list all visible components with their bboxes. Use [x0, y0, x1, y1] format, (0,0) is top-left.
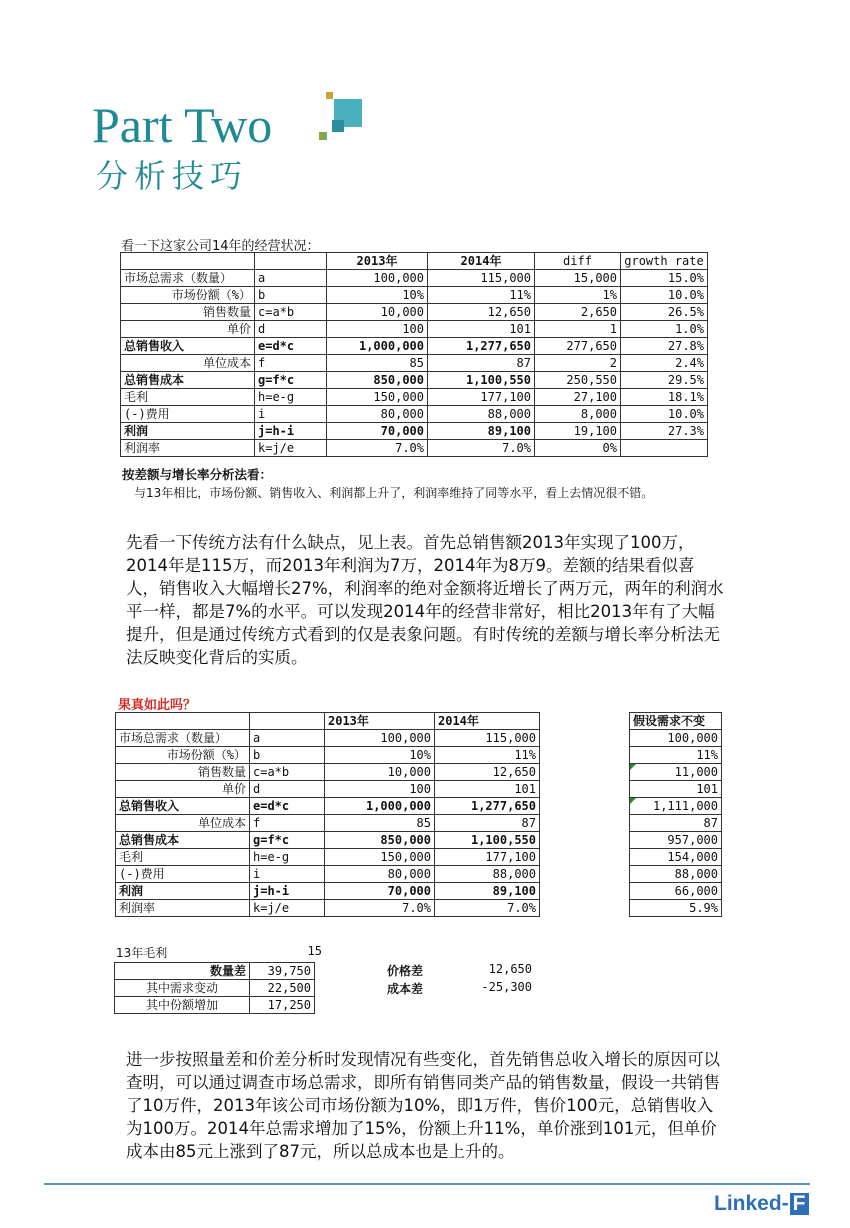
table-cell: d	[255, 321, 327, 338]
table-cell: 100	[325, 781, 435, 798]
table-cell: c=a*b	[255, 304, 327, 321]
table-row	[116, 798, 540, 815]
table-row	[121, 406, 708, 423]
table-cell: 15.0%	[621, 270, 708, 287]
summary-value-13: 15	[307, 944, 322, 958]
table-cell: 70,000	[327, 423, 428, 440]
table2-header-cell: 2014年	[435, 713, 540, 730]
side-header-row	[630, 713, 722, 730]
table-cell: 22,500	[250, 980, 315, 997]
cell-comment-marker	[630, 764, 636, 770]
table2-header-cell: 2013年	[325, 713, 435, 730]
table-cell: 100,000	[327, 270, 428, 287]
square-green	[319, 132, 327, 140]
table-cell: 2.4%	[621, 355, 708, 372]
table-cell: f	[250, 815, 325, 832]
table2-header-cell	[250, 713, 325, 730]
table-cell: (-)费用	[121, 406, 255, 423]
table-cell: 18.1%	[621, 389, 708, 406]
table-cell: b	[255, 287, 327, 304]
table-cell: 2,650	[535, 304, 621, 321]
table-cell: 5.9%	[630, 900, 722, 917]
table-cell: 101	[435, 781, 540, 798]
table-row	[121, 338, 708, 355]
table-cell: j=h-i	[250, 883, 325, 900]
table-cell: 1,000,000	[327, 338, 428, 355]
table-cell: e=d*c	[255, 338, 327, 355]
table-cell: 101	[630, 781, 722, 798]
table-cell: d	[250, 781, 325, 798]
table-row	[115, 997, 315, 1014]
table-cell: 销售数量	[121, 304, 255, 321]
table-cell: 115,000	[435, 730, 540, 747]
table-cell: c=a*b	[250, 764, 325, 781]
table-cell: 85	[327, 355, 428, 372]
table-cell: 85	[325, 815, 435, 832]
table-row	[630, 781, 722, 798]
table-cell: 8,000	[535, 406, 621, 423]
table-cell: 0%	[535, 440, 621, 457]
table-cell: (-)费用	[116, 866, 250, 883]
table-cell: 7.0%	[327, 440, 428, 457]
table-row	[115, 980, 315, 997]
table-row	[121, 440, 708, 457]
table2-header-cell	[116, 713, 250, 730]
table-cell: 总销售成本	[116, 832, 250, 849]
table-cell: 市场总需求（数量）	[116, 730, 250, 747]
table-cell: 87	[428, 355, 535, 372]
table-cell: 39,750	[250, 963, 315, 980]
paragraph-traditional-method: 先看一下传统方法有什么缺点，见上表。首先总销售额2013年实现了100万，2014年是115万，而2013年利润为7万，2014年为8万9。差额的结果看似喜人，销售收入大幅增长27%，利润率的绝对金额将近增长了两万元，两年的利润水平一样，都是7%的水平。可以发现2014年的经营非常好，相比2013年有了大幅提升，但是通过传统方式看到的仅是表象问题。有时传统的差额与增长率分析法无法反映变化背后的实质。	[126, 533, 724, 667]
table-row	[116, 747, 540, 764]
table-cell: 250,550	[535, 372, 621, 389]
table-cell: 150,000	[327, 389, 428, 406]
table-cell: 1.0%	[621, 321, 708, 338]
table-cell: e=d*c	[250, 798, 325, 815]
table1-header-cell	[255, 253, 327, 270]
cost-diff-label: 成本差	[387, 982, 424, 996]
table-row	[121, 355, 708, 372]
table-cell: 12,650	[428, 304, 535, 321]
table-row	[115, 963, 315, 980]
table-cell: 89,100	[435, 883, 540, 900]
table-cell: 100	[327, 321, 428, 338]
table-cell: 88,000	[630, 866, 722, 883]
table-cell: h=e-g	[250, 849, 325, 866]
table-cell: 15,000	[535, 270, 621, 287]
table-cell: b	[250, 747, 325, 764]
table-cell: 利润	[121, 423, 255, 440]
table1	[120, 252, 708, 457]
table-cell: 单位成本	[116, 815, 250, 832]
logo-text: Linked-	[714, 1192, 789, 1215]
table-row	[121, 423, 708, 440]
summary-label-13: 13年毛利	[116, 946, 168, 960]
table-cell: 89,100	[428, 423, 535, 440]
footer-divider	[44, 1183, 810, 1185]
table-row	[116, 781, 540, 798]
table-row	[630, 900, 722, 917]
table-cell: 11%	[630, 747, 722, 764]
table-cell: 7.0%	[325, 900, 435, 917]
table-cell: 毛利	[116, 849, 250, 866]
table-cell: 利润	[116, 883, 250, 900]
table-cell: 1%	[535, 287, 621, 304]
table-cell: 其中需求变动	[115, 980, 250, 997]
table-cell: a	[250, 730, 325, 747]
table-cell: 27.3%	[621, 423, 708, 440]
table-cell: 2	[535, 355, 621, 372]
table-row	[116, 849, 540, 866]
table-cell: 154,000	[630, 849, 722, 866]
linked-f-logo	[714, 1192, 809, 1216]
table2-header-row	[116, 713, 540, 730]
table-row	[630, 815, 722, 832]
table-row	[116, 900, 540, 917]
paragraph-variance-analysis: 进一步按照量差和价差分析时发现情况有些变化，首先销售总收入增长的原因可以查明，可以通过调查市场总需求，即所有销售同类产品的销售数量，假设一共销售了10万件，2013年该公司市场份额为10%，即1万件，售价100元，总销售收入为100万。2014年总需求增加了15%，份额上升11%，单价涨到101元，但单价成本由85元上涨到了87元，所以总成本也是上升的。	[126, 1050, 720, 1161]
table-row	[630, 730, 722, 747]
table-cell: 27,100	[535, 389, 621, 406]
table-row	[121, 270, 708, 287]
table-cell: 总销售收入	[121, 338, 255, 355]
table-cell: 市场总需求（数量）	[121, 270, 255, 287]
table-cell: 10%	[325, 747, 435, 764]
table-cell: 26.5%	[621, 304, 708, 321]
table-row	[116, 883, 540, 900]
table-cell: 总销售收入	[116, 798, 250, 815]
table1-header-cell	[121, 253, 255, 270]
table-cell: 1,111,000	[630, 798, 722, 815]
table-cell: f	[255, 355, 327, 372]
table-cell: 177,100	[435, 849, 540, 866]
table-cell: 1,277,650	[428, 338, 535, 355]
table-cell: 1	[535, 321, 621, 338]
table-cell: 100,000	[325, 730, 435, 747]
table-row	[121, 389, 708, 406]
table-cell: 100,000	[630, 730, 722, 747]
table-cell: 10%	[327, 287, 428, 304]
table1-header-cell: 2014年	[428, 253, 535, 270]
table-cell: k=j/e	[255, 440, 327, 457]
page-title-cn: 分析技巧	[96, 157, 249, 195]
table2-caption: 果真如此吗？	[118, 698, 197, 713]
table-cell: 总销售成本	[121, 372, 255, 389]
table-row	[630, 764, 722, 781]
table-row	[121, 287, 708, 304]
table-row	[116, 866, 540, 883]
table-cell: 88,000	[435, 866, 540, 883]
table-cell: 11%	[428, 287, 535, 304]
table-cell: g=f*c	[250, 832, 325, 849]
table-row	[116, 815, 540, 832]
table-cell: 80,000	[325, 866, 435, 883]
table1-header-cell: 2013年	[327, 253, 428, 270]
square-gold	[326, 92, 333, 99]
table-cell: 80,000	[327, 406, 428, 423]
table-cell: 市场份额（%）	[121, 287, 255, 304]
table1-note: 与13年相比，市场份额、销售收入、利润都上升了，利润率维持了同等水平，看上去情况很不错。	[134, 486, 654, 500]
table-cell: 70,000	[325, 883, 435, 900]
table-cell: 1,000,000	[325, 798, 435, 815]
table-cell: 1,100,550	[428, 372, 535, 389]
table-row	[630, 883, 722, 900]
table-cell: 87	[630, 815, 722, 832]
table-cell: 单价	[121, 321, 255, 338]
table-cell: 其中份额增加	[115, 997, 250, 1014]
assume-demand-constant-table	[629, 712, 722, 917]
table-cell: 17,250	[250, 997, 315, 1014]
table-cell: 毛利	[121, 389, 255, 406]
table-row	[121, 321, 708, 338]
table-cell: i	[255, 406, 327, 423]
cell-comment-marker	[630, 798, 636, 804]
table-cell: 88,000	[428, 406, 535, 423]
logo-box: F	[790, 1193, 809, 1215]
table-cell: 1,100,550	[435, 832, 540, 849]
table-row	[116, 764, 540, 781]
table-row	[630, 849, 722, 866]
table-cell: 销售数量	[116, 764, 250, 781]
table1-note-heading: 按差额与增长率分析法看：	[122, 467, 273, 482]
table1-caption: 看一下这家公司14年的经营状况：	[121, 239, 320, 254]
table-cell: 27.8%	[621, 338, 708, 355]
table-cell: 850,000	[325, 832, 435, 849]
table-cell	[621, 440, 708, 457]
table-cell: i	[250, 866, 325, 883]
table-cell: 7.0%	[435, 900, 540, 917]
table-cell: j=h-i	[255, 423, 327, 440]
square-teal-small	[332, 120, 344, 132]
table-cell: 19,100	[535, 423, 621, 440]
table-cell: 10,000	[327, 304, 428, 321]
table-cell: 7.0%	[428, 440, 535, 457]
table-cell: 101	[428, 321, 535, 338]
table-cell: 1,277,650	[435, 798, 540, 815]
table-cell: 单价	[116, 781, 250, 798]
table-row	[630, 832, 722, 849]
table-row	[116, 730, 540, 747]
table1-header-cell: diff	[535, 253, 621, 270]
table-cell: a	[255, 270, 327, 287]
table-row	[121, 372, 708, 389]
table-cell: 10.0%	[621, 287, 708, 304]
table1-header-row	[121, 253, 708, 270]
summary-table	[114, 962, 315, 1014]
table-cell: 66,000	[630, 883, 722, 900]
table-cell: 12,650	[435, 764, 540, 781]
table-cell: 利润率	[116, 900, 250, 917]
table-cell: 市场份额（%）	[116, 747, 250, 764]
price-diff-value: 12,650	[488, 962, 532, 976]
table-cell: 29.5%	[621, 372, 708, 389]
table-cell: 850,000	[327, 372, 428, 389]
price-diff-label: 价格差	[387, 964, 424, 978]
side-header-cell: 假设需求不变	[630, 713, 722, 730]
table-cell: 150,000	[325, 849, 435, 866]
table-row	[121, 304, 708, 321]
table-row	[630, 798, 722, 815]
table-cell: 957,000	[630, 832, 722, 849]
table-cell: 115,000	[428, 270, 535, 287]
table-cell: 10.0%	[621, 406, 708, 423]
table-cell: 10,000	[325, 764, 435, 781]
table2	[115, 712, 540, 917]
table-cell: g=f*c	[255, 372, 327, 389]
table-cell: h=e-g	[255, 389, 327, 406]
table-cell: 单位成本	[121, 355, 255, 372]
cost-diff-value: -25,300	[481, 980, 532, 994]
table-cell: 数量差	[115, 963, 250, 980]
table-row	[630, 866, 722, 883]
table-cell: 277,650	[535, 338, 621, 355]
table-row	[116, 832, 540, 849]
table-cell: 177,100	[428, 389, 535, 406]
table-cell: 11,000	[630, 764, 722, 781]
table-cell: 利润率	[121, 440, 255, 457]
table-cell: k=j/e	[250, 900, 325, 917]
page-title-en: Part Two	[92, 97, 273, 153]
table1-header-cell: growth rate	[621, 253, 708, 270]
table-cell: 87	[435, 815, 540, 832]
table-cell: 11%	[435, 747, 540, 764]
table-row	[630, 747, 722, 764]
